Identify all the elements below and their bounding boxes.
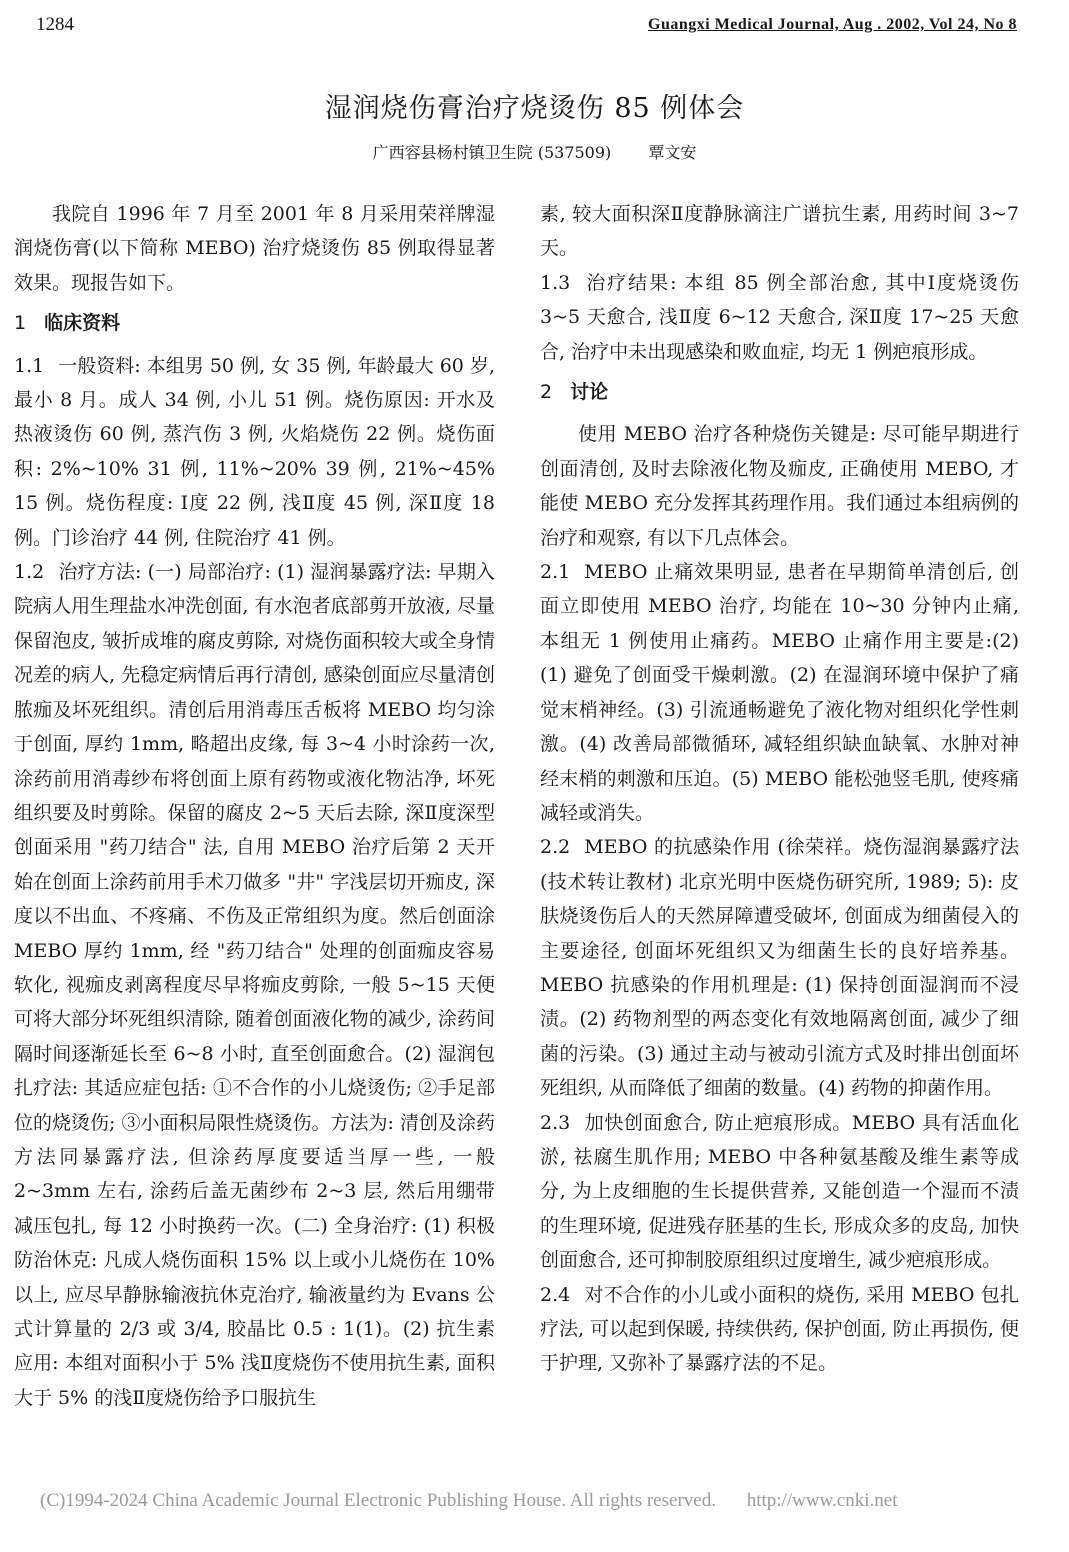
section-number: 2 bbox=[540, 381, 553, 404]
subsection-number: 2.3 bbox=[540, 1111, 571, 1134]
paragraph-2-4 bbox=[540, 1278, 1019, 1381]
subsection-number: 1.1 bbox=[14, 354, 45, 377]
paragraph-2-3 bbox=[540, 1106, 1019, 1278]
subsection-number: 2.2 bbox=[540, 836, 571, 859]
paragraph-text: MEBO 的抗感染作用 (徐荣祥。烧伤湿润暴露疗法 (技术转让教材) 北京光明中医烧伤研究所, 1989; 5): 皮肤烧烫伤后人的天然屏障遭受破坏, 创面成为细菌侵入的主要途径, 创面坏死组织又为细菌生长的良好培养基。MEBO 抗感染的作用机理是: (1) 保持创面湿润而不浸渍。(2) 药物剂型的两态变化有效地隔离创面, 减少了细菌的污染。(3) 通过主动与被动引流方式及时排出创面坏死组织, 从而降低了细菌的数量。(4) 药物的抑菌作用。 bbox=[540, 836, 1019, 1100]
paragraph-1-3 bbox=[540, 266, 1019, 369]
section-title: 讨论 bbox=[570, 381, 609, 404]
paragraph-text: 对不合作的小儿或小面积的烧伤, 采用 MEBO 包扎疗法, 可以起到保暖, 持续供药, 保护创面, 防止再损伤, 便于护理, 又弥补了暴露疗法的不足。 bbox=[540, 1283, 1019, 1375]
paragraph-text: MEBO 止痛效果明显, 患者在早期简单清创后, 创面立即使用 MEBO 治疗, 均能在 10~30 分钟内止痛, 本组无 1 例使用止痛药。MEBO 止痛作用主要是:(2) (1) 避免了创面受干燥刺激。(2) 在湿润环境中保护了痛觉末梢神经。(3) 引流通畅避免了液化物对组织化学性刺激。(4) 改善局部微循环, 减轻组织缺血缺氧、水肿对神经末梢的刺激和压迫。(5) MEBO 能松弛竖毛肌, 使疼痛减轻或消失。 bbox=[540, 561, 1019, 824]
section-heading-2 bbox=[540, 375, 1019, 409]
affiliation: 广西容县杨村镇卫生院 (537509) bbox=[372, 143, 612, 162]
subsection-number: 1.2 bbox=[14, 561, 45, 584]
paragraph-text: 一般资料: 本组男 50 例, 女 35 例, 年龄最大 60 岁, 最小 8 月。成人 34 例, 小儿 51 例。烧伤原因: 开水及热液烫伤 60 例, 蒸汽伤 3 例, 火焰烧伤 22 例。烧伤面积: 2%~10% 31 例, 11%~20% 39 例, 21%~45% 15 例。烧伤程度: Ⅰ度 22 例, 浅Ⅱ度 45 例, 深Ⅱ度 18 例。门诊治疗 44 例, 住院治疗 41 例。 bbox=[14, 354, 495, 549]
copyright-footer bbox=[40, 1490, 897, 1512]
author-name: 覃文安 bbox=[648, 143, 697, 162]
paragraph-2-2 bbox=[540, 830, 1019, 1105]
right-column bbox=[540, 197, 1019, 1381]
paragraph-2-1 bbox=[540, 555, 1019, 830]
paragraph-text: 加快创面愈合, 防止疤痕形成。MEBO 具有活血化淤, 祛腐生肌作用; MEBO 中各种氨基酸及维生素等成分, 为上皮细胞的生长提供营养, 又能创造一个湿而不渍的生理环境, 促进残存胚基的生长, 形成众多的皮岛, 加快创面愈合, 还可抑制胶原组织过度增生, 减少疤痕形成。 bbox=[540, 1111, 1019, 1272]
paragraph-text: 治疗结果: 本组 85 例全部治愈, 其中Ⅰ度烧烫伤 3~5 天愈合, 浅Ⅱ度 6~12 天愈合, 深Ⅱ度 17~25 天愈合, 治疗中未出现感染和败血症, 均无 1 例疤痕形成。 bbox=[540, 271, 1019, 363]
copyright-notice: (C)1994-2024 China Academic Journal Electronic Publishing House. All rights reserved. bbox=[40, 1490, 716, 1511]
byline bbox=[0, 140, 1069, 163]
paragraph-1-2 bbox=[14, 555, 495, 1415]
left-column bbox=[14, 197, 495, 1415]
section-number: 1 bbox=[14, 312, 27, 335]
section-title: 临床资料 bbox=[44, 312, 121, 335]
intro-paragraph: 我院自 1996 年 7 月至 2001 年 8 月采用荣祥牌湿润烧伤膏(以下简称 MEBO) 治疗烧烫伤 85 例取得显著效果。现报告如下。 bbox=[14, 203, 495, 294]
subsection-number: 2.4 bbox=[540, 1283, 571, 1306]
section-heading-1 bbox=[14, 306, 495, 340]
subsection-number: 2.1 bbox=[540, 561, 571, 584]
discussion-intro: 使用 MEBO 治疗各种烧伤关键是: 尽可能早期进行创面清创, 及时去除液化物及痂皮, 正确使用 MEBO, 才能使 MEBO 充分发挥其药理作用。我们通过本组病例的治疗和观察, 有以下几点体会。 bbox=[540, 423, 1019, 549]
footer-url[interactable]: http://www.cnki.net bbox=[746, 1490, 898, 1511]
page-number: 1284 bbox=[36, 14, 74, 35]
paragraph-text: 治疗方法: (一) 局部治疗: (1) 湿润暴露疗法: 早期入院病人用生理盐水冲洗创面, 有水泡者底部剪开放液, 尽量保留泡皮, 皱折成堆的腐皮剪除, 对烧伤面积较大或全身情况差的病人, 先稳定病情后再行清创, 感染创面应尽量清创脓痂及坏死组织。清创后用消毒压舌板将 MEBO 均匀涂于创面, 厚约 1mm, 略超出皮缘, 每 3~4 小时涂药一次, 涂药前用消毒纱布将创面上原有药物或液化物沾净, 坏死组织要及时剪除。保留的腐皮 2~5 天后去除, 深Ⅱ度深型创面采用 "药刀结合" 法, 自用 MEBO 治疗后第 2 天开始在创面上涂药前用手术刀做多 "井" 字浅层切开痂皮, 深度以不出血、不疼痛、不伤及正常组织为度。然后创面涂 MEBO 厚约 1mm, 经 "药刀结合" 处理的创面痂皮容易软化, 视痂皮剥离程度尽早将痂皮剪除, 一般 5~15 天便可将大部分坏死组织清除, 随着创面液化物的减少, 涂药间隔时间逐渐延长至 6~8 小时, 直至创面愈合。(2) 湿润包扎疗法: 其适应症包括: ①不合作的小儿烧烫伤; ②手足部位的烧烫伤; ③小面积局限性烧烫伤。方法为: 清创及涂药方法同暴露疗法, 但涂药厚度要适当厚一些, 一般 2~3mm 左右, 涂药后盖无菌纱布 2~3 层, 然后用绷带减压包扎, 每 12 小时换药一次。(二) 全身治疗: (1) 积极防治休克: 凡成人烧伤面积 15% 以上或小儿烧伤在 10% 以上, 应尽早静脉输液抗休克治疗, 输液量约为 Evans 公式计算量的 2/3 或 3/4, 胶晶比 0.5 : 1(1)。(2) 抗生素应用: 本组对面积小于 5% 浅Ⅱ度烧伤不使用抗生素, 面积大于 5% 的浅Ⅱ度烧伤给予口服抗生 bbox=[14, 561, 495, 1409]
continued-paragraph: 素, 较大面积深Ⅱ度静脉滴注广谱抗生素, 用药时间 3~7 天。 bbox=[540, 203, 1019, 260]
subsection-number: 1.3 bbox=[540, 271, 571, 294]
article-title: 湿润烧伤膏治疗烧烫伤 85 例体会 bbox=[324, 93, 745, 124]
journal-running-header: Guangxi Medical Journal, Aug . 2002, Vol 24, No 8 bbox=[648, 16, 1017, 33]
paragraph-1-1 bbox=[14, 349, 495, 555]
